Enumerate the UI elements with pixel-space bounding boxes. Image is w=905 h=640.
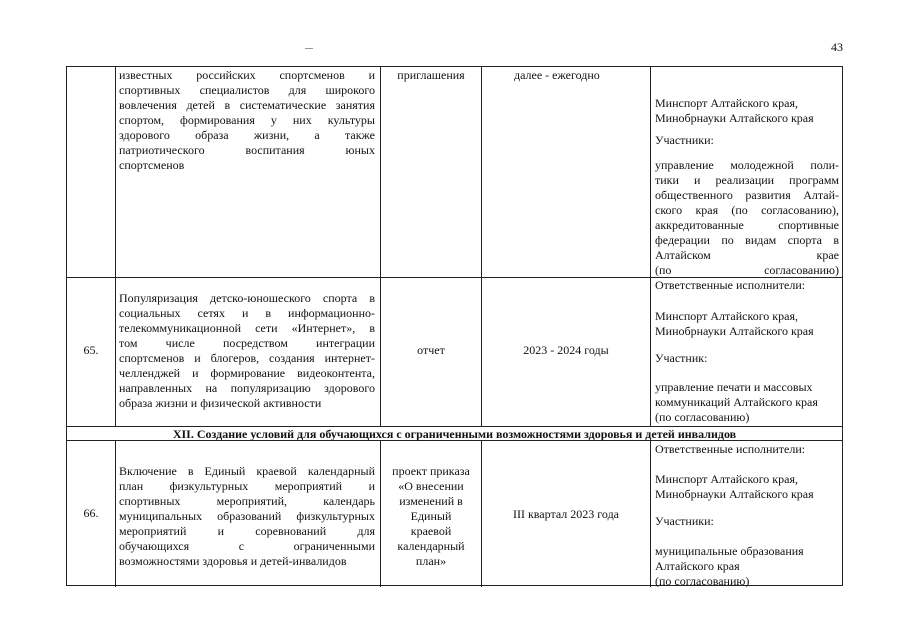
col-line bbox=[115, 67, 116, 427]
text-line: спортивных мероприятий, календарь bbox=[119, 494, 375, 508]
row-number: 65. bbox=[83, 343, 99, 357]
executor-block: Ответственные исполнители: bbox=[655, 442, 806, 456]
executor-block: Минспорт Алтайского края, Минобрнауки Алтайского края bbox=[655, 472, 814, 501]
result-cell: проект приказа «О внесении изменений в Единый краевой календарный план» bbox=[392, 464, 470, 568]
executor-block: Минспорт Алтайского края, Минобрнауки Алтайского края bbox=[655, 309, 814, 338]
text-line: здорового образа жизни, а также bbox=[119, 128, 375, 142]
result-cell: отчет bbox=[417, 343, 445, 357]
text-line: патриотического воспитания юных bbox=[119, 143, 375, 157]
text-line: направленных на популяризацию здорового bbox=[119, 381, 375, 395]
executor-block: Участник: bbox=[655, 351, 708, 365]
text-line: Популяризация детско-юношеского спорта в bbox=[119, 291, 375, 305]
term-cell: далее - ежегодно bbox=[514, 68, 600, 82]
event-text bbox=[119, 464, 375, 569]
executor-block: Минспорт Алтайского края, Минобрнауки Алтайского края bbox=[655, 96, 814, 125]
term-cell: 2023 - 2024 годы bbox=[523, 343, 609, 357]
text-line: социальных сетях и в информационно- bbox=[119, 306, 375, 320]
text-line: образа жизни и физической активности bbox=[119, 396, 322, 410]
text-line: Включение в Единый краевой календарный bbox=[119, 464, 375, 478]
row-number: 66. bbox=[83, 506, 99, 520]
text-line: муниципальных образований физкультурных bbox=[119, 509, 375, 523]
executor-block: Участники: bbox=[655, 133, 714, 147]
text-line: вовлечения детей в систематические занятия bbox=[119, 98, 375, 112]
plan-table bbox=[66, 66, 843, 586]
executor-block: управление молодежной поли- тики и реализации программ общественного развития Алтай- ского края (по согласованию), аккредитованные спортивные федерации по видам спорта в Алтайском крае (по согласованию) bbox=[655, 158, 839, 277]
section-heading: XII. Создание условий для обучающихся с ограниченными возможностями здоровья и детей инвалидов bbox=[172, 427, 737, 441]
text-line: спортом, формирования у них культуры bbox=[119, 113, 375, 127]
event-text bbox=[119, 68, 375, 173]
text-line: возможностями здоровья и детей-инвалидов bbox=[119, 554, 347, 568]
col-line bbox=[115, 441, 116, 587]
col-line bbox=[481, 67, 482, 427]
text-line: том числе посредством интеграции bbox=[119, 336, 375, 350]
text-line: спортивных специалистов для широкого bbox=[119, 83, 375, 97]
text-line: челленджей и формирование видеоконтента, bbox=[119, 366, 375, 380]
term-cell: III квартал 2023 года bbox=[512, 507, 619, 521]
text-line: план физкультурных мероприятий и bbox=[119, 479, 375, 493]
col-line bbox=[650, 67, 651, 427]
text-line: мероприятий и соревнований для bbox=[119, 524, 375, 538]
text-line: спортсменов и блогеров, создания интернет- bbox=[119, 351, 375, 365]
text-line: обучающихся с ограниченными bbox=[119, 539, 375, 553]
text-line: известных российских спортсменов и bbox=[119, 68, 375, 82]
scan-mark bbox=[305, 48, 313, 49]
event-text bbox=[119, 291, 375, 411]
executor-block: Участники: bbox=[655, 514, 714, 528]
executor-block: Ответственные исполнители: bbox=[655, 278, 806, 292]
result-cell: приглашения bbox=[397, 68, 465, 82]
page-number: 43 bbox=[831, 40, 843, 54]
col-line bbox=[380, 67, 381, 427]
text-line: телекоммуникационной сети «Интернет», в bbox=[119, 321, 375, 335]
executor-block: управление печати и массовых коммуникаций Алтайского края (по согласованию) bbox=[655, 380, 818, 424]
text-line: спортсменов bbox=[119, 158, 185, 172]
executor-block: муниципальные образования Алтайского края (по согласованию) bbox=[655, 544, 804, 588]
col-line bbox=[650, 441, 651, 587]
